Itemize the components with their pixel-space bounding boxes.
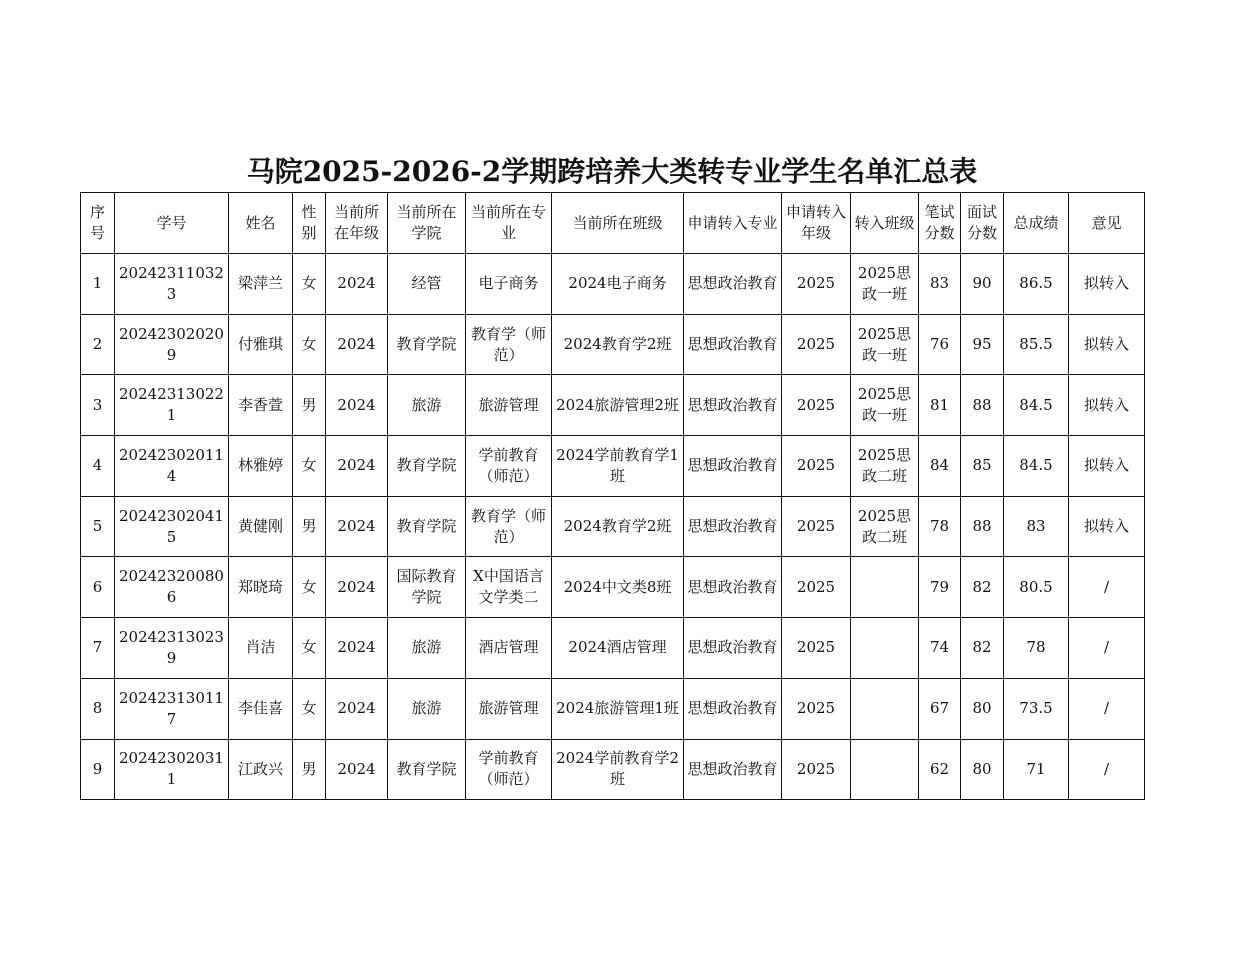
cell-interview-score: 80	[961, 739, 1004, 800]
cell-name: 江政兴	[229, 739, 293, 800]
cell-written-score: 62	[919, 739, 961, 800]
header-target-major: 申请转入专业	[684, 193, 782, 254]
cell-target-major: 思想政治教育	[684, 618, 782, 679]
cell-total-score: 86.5	[1004, 254, 1069, 315]
cell-current-class: 2024学前教育学1班	[552, 436, 684, 497]
table-row	[81, 436, 1145, 497]
cell-name: 李佳喜	[229, 678, 293, 739]
cell-opinion: /	[1069, 557, 1145, 618]
cell-gender: 男	[293, 375, 326, 436]
table-row	[81, 739, 1145, 800]
cell-written-score: 81	[919, 375, 961, 436]
table-row	[81, 254, 1145, 315]
header-current-class: 当前所在班级	[552, 193, 684, 254]
cell-current-grade: 2024	[326, 678, 388, 739]
header-seq: 序号	[81, 193, 115, 254]
cell-gender: 女	[293, 557, 326, 618]
cell-gender: 女	[293, 618, 326, 679]
header-current-college: 当前所在学院	[388, 193, 466, 254]
cell-written-score: 83	[919, 254, 961, 315]
cell-interview-score: 82	[961, 618, 1004, 679]
cell-opinion: /	[1069, 678, 1145, 739]
cell-written-score: 74	[919, 618, 961, 679]
cell-interview-score: 85	[961, 436, 1004, 497]
cell-gender: 男	[293, 496, 326, 557]
cell-target-class	[851, 678, 919, 739]
cell-current-grade: 2024	[326, 739, 388, 800]
cell-current-grade: 2024	[326, 557, 388, 618]
header-name: 姓名	[229, 193, 293, 254]
cell-name: 李香萱	[229, 375, 293, 436]
cell-current-major: 学前教育（师范）	[466, 739, 552, 800]
cell-student-id: 202423110323	[115, 254, 229, 315]
cell-target-grade: 2025	[782, 314, 851, 375]
cell-interview-score: 95	[961, 314, 1004, 375]
cell-opinion: 拟转入	[1069, 496, 1145, 557]
cell-name: 梁萍兰	[229, 254, 293, 315]
table-body	[81, 254, 1145, 800]
cell-current-grade: 2024	[326, 375, 388, 436]
cell-total-score: 84.5	[1004, 375, 1069, 436]
cell-name: 肖洁	[229, 618, 293, 679]
cell-current-grade: 2024	[326, 496, 388, 557]
cell-target-grade: 2025	[782, 557, 851, 618]
cell-current-major: 教育学（师范）	[466, 314, 552, 375]
cell-current-major: 学前教育（师范）	[466, 436, 552, 497]
header-opinion: 意见	[1069, 193, 1145, 254]
cell-opinion: 拟转入	[1069, 314, 1145, 375]
cell-total-score: 80.5	[1004, 557, 1069, 618]
cell-target-class: 2025思政二班	[851, 436, 919, 497]
cell-current-grade: 2024	[326, 314, 388, 375]
cell-current-class: 2024旅游管理1班	[552, 678, 684, 739]
cell-gender: 男	[293, 739, 326, 800]
cell-total-score: 73.5	[1004, 678, 1069, 739]
header-target-class: 转入班级	[851, 193, 919, 254]
cell-target-class	[851, 618, 919, 679]
header-current-major: 当前所在专业	[466, 193, 552, 254]
cell-current-college: 教育学院	[388, 436, 466, 497]
cell-target-major: 思想政治教育	[684, 436, 782, 497]
cell-target-major: 思想政治教育	[684, 496, 782, 557]
cell-current-class: 2024电子商务	[552, 254, 684, 315]
cell-target-class: 2025思政二班	[851, 496, 919, 557]
cell-opinion: 拟转入	[1069, 254, 1145, 315]
cell-current-college: 旅游	[388, 375, 466, 436]
cell-interview-score: 88	[961, 375, 1004, 436]
cell-target-major: 思想政治教育	[684, 314, 782, 375]
cell-current-class: 2024中文类8班	[552, 557, 684, 618]
cell-target-class: 2025思政一班	[851, 254, 919, 315]
cell-current-class: 2024学前教育学2班	[552, 739, 684, 800]
cell-name: 黄健刚	[229, 496, 293, 557]
cell-current-major: X中国语言文学类二	[466, 557, 552, 618]
cell-target-major: 思想政治教育	[684, 375, 782, 436]
cell-seq: 6	[81, 557, 115, 618]
cell-written-score: 84	[919, 436, 961, 497]
cell-current-college: 教育学院	[388, 496, 466, 557]
cell-gender: 女	[293, 314, 326, 375]
cell-written-score: 78	[919, 496, 961, 557]
cell-current-grade: 2024	[326, 254, 388, 315]
cell-current-major: 教育学（师范）	[466, 496, 552, 557]
cell-target-major: 思想政治教育	[684, 739, 782, 800]
cell-student-id: 202423020311	[115, 739, 229, 800]
header-interview-score: 面试分数	[961, 193, 1004, 254]
cell-interview-score: 80	[961, 678, 1004, 739]
cell-seq: 7	[81, 618, 115, 679]
cell-name: 郑晓琦	[229, 557, 293, 618]
header-current-grade: 当前所在年级	[326, 193, 388, 254]
cell-current-major: 旅游管理	[466, 375, 552, 436]
cell-total-score: 85.5	[1004, 314, 1069, 375]
cell-written-score: 76	[919, 314, 961, 375]
table-row	[81, 618, 1145, 679]
cell-target-major: 思想政治教育	[684, 557, 782, 618]
cell-current-major: 酒店管理	[466, 618, 552, 679]
header-written-score: 笔试分数	[919, 193, 961, 254]
cell-total-score: 83	[1004, 496, 1069, 557]
cell-target-grade: 2025	[782, 375, 851, 436]
cell-opinion: 拟转入	[1069, 436, 1145, 497]
cell-seq: 8	[81, 678, 115, 739]
cell-written-score: 79	[919, 557, 961, 618]
cell-target-class	[851, 557, 919, 618]
cell-interview-score: 88	[961, 496, 1004, 557]
cell-current-college: 国际教育学院	[388, 557, 466, 618]
cell-target-grade: 2025	[782, 436, 851, 497]
cell-current-college: 经管	[388, 254, 466, 315]
cell-gender: 女	[293, 678, 326, 739]
cell-student-id: 202423130117	[115, 678, 229, 739]
cell-target-major: 思想政治教育	[684, 254, 782, 315]
cell-student-id: 202423130239	[115, 618, 229, 679]
header-gender: 性别	[293, 193, 326, 254]
cell-opinion: /	[1069, 739, 1145, 800]
cell-seq: 4	[81, 436, 115, 497]
cell-seq: 1	[81, 254, 115, 315]
cell-interview-score: 90	[961, 254, 1004, 315]
cell-target-class	[851, 739, 919, 800]
cell-target-grade: 2025	[782, 496, 851, 557]
cell-student-id: 202423020415	[115, 496, 229, 557]
cell-target-grade: 2025	[782, 618, 851, 679]
cell-total-score: 71	[1004, 739, 1069, 800]
student-roster-table	[80, 192, 1145, 800]
cell-written-score: 67	[919, 678, 961, 739]
cell-current-college: 旅游	[388, 678, 466, 739]
cell-current-class: 2024教育学2班	[552, 314, 684, 375]
cell-current-college: 教育学院	[388, 739, 466, 800]
cell-current-class: 2024教育学2班	[552, 496, 684, 557]
table-row	[81, 678, 1145, 739]
cell-current-college: 教育学院	[388, 314, 466, 375]
cell-seq: 9	[81, 739, 115, 800]
table-row	[81, 314, 1145, 375]
cell-gender: 女	[293, 436, 326, 497]
cell-name: 林雅婷	[229, 436, 293, 497]
cell-seq: 3	[81, 375, 115, 436]
header-total-score: 总成绩	[1004, 193, 1069, 254]
cell-target-grade: 2025	[782, 678, 851, 739]
cell-target-grade: 2025	[782, 254, 851, 315]
table-row	[81, 375, 1145, 436]
table-row	[81, 557, 1145, 618]
header-row	[81, 193, 1145, 254]
cell-name: 付雅琪	[229, 314, 293, 375]
cell-opinion: 拟转入	[1069, 375, 1145, 436]
cell-current-college: 旅游	[388, 618, 466, 679]
header-student-id: 学号	[115, 193, 229, 254]
cell-current-class: 2024酒店管理	[552, 618, 684, 679]
cell-seq: 2	[81, 314, 115, 375]
cell-target-major: 思想政治教育	[684, 678, 782, 739]
cell-current-major: 旅游管理	[466, 678, 552, 739]
cell-opinion: /	[1069, 618, 1145, 679]
cell-total-score: 84.5	[1004, 436, 1069, 497]
cell-student-id: 202423020114	[115, 436, 229, 497]
cell-interview-score: 82	[961, 557, 1004, 618]
cell-current-major: 电子商务	[466, 254, 552, 315]
cell-current-grade: 2024	[326, 436, 388, 497]
cell-total-score: 78	[1004, 618, 1069, 679]
cell-target-grade: 2025	[782, 739, 851, 800]
cell-student-id: 202423200806	[115, 557, 229, 618]
cell-gender: 女	[293, 254, 326, 315]
cell-current-class: 2024旅游管理2班	[552, 375, 684, 436]
cell-target-class: 2025思政一班	[851, 375, 919, 436]
cell-seq: 5	[81, 496, 115, 557]
cell-student-id: 202423020209	[115, 314, 229, 375]
table-header	[81, 193, 1145, 254]
cell-student-id: 202423130221	[115, 375, 229, 436]
cell-target-class: 2025思政一班	[851, 314, 919, 375]
cell-current-grade: 2024	[326, 618, 388, 679]
header-target-grade: 申请转入年级	[782, 193, 851, 254]
document-title: 马院2025-2026-2学期跨培养大类转专业学生名单汇总表	[246, 155, 978, 188]
table-row	[81, 496, 1145, 557]
